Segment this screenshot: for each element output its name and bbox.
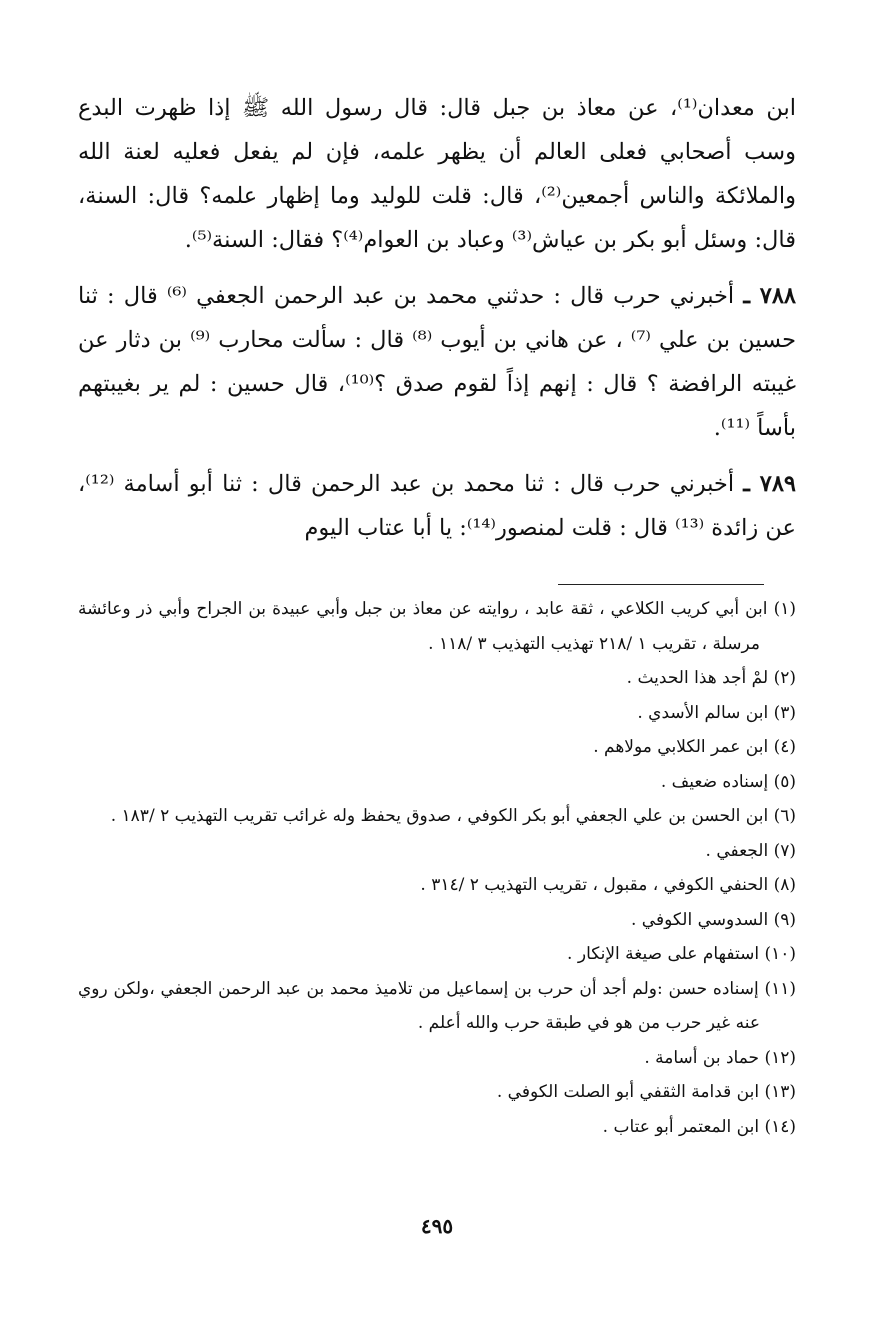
entry-788: [78, 274, 796, 450]
paragraph-continuation: ابن معدان⁽¹⁾، عن معاذ بن جبل قال: قال رسول الله ﷺ إذا ظهرت البدع وسب أصحابي فعلى العالم أن يظهر علمه، فإن لم يفعل فعليه لعنة الله والملائكة والناس أجمعين⁽²⁾، قال: قلت للوليد وما إظهار علمه؟ قال: السنة، قال: وسئل أبو بكر بن عياش⁽³⁾ وعباد بن العوام⁽⁴⁾؟ فقال: السنة⁽⁵⁾.: [78, 95, 797, 253]
footnote: (٥) إسناده ضعيف .: [660, 771, 796, 792]
footnote: (١٤) ابن المعتمر أبو عتاب .: [602, 1116, 796, 1137]
main-text: [78, 86, 796, 550]
page-number: ٤٩٥: [420, 1214, 454, 1238]
entry-text: أخبرني حرب قال : ثنا محمد بن عبد الرحمن قال : ثنا أبو أسامة ⁽¹²⁾، عن زائدة ⁽¹³⁾ قال : قلت لمنصور⁽¹⁴⁾: يا أبا عتاب اليوم: [78, 471, 796, 541]
footnote: (١٣) ابن قدامة الثقفي أبو الصلت الكوفي .: [496, 1082, 796, 1102]
entry-number: ٧٨٩ ـ: [743, 471, 796, 497]
footnote: (١١) إسناده حسن :ولم أجد أن حرب بن إسماعيل من تلاميذ محمد بن عبد الرحمن الجعفي ،ولكن روي عنه غير حرب من هو في طبقة حرب والله أعلم .: [78, 978, 796, 1033]
footnote: (٤) ابن عمر الكلابي مولاهم .: [593, 737, 796, 757]
footnote: (١٢) حماد بن أسامة .: [644, 1047, 796, 1068]
footnotes: [78, 592, 796, 1144]
footnote: (١٠) استفهام على صيغة الإنكار .: [567, 944, 796, 964]
footnote: (٢) لمْ أجد هذا الحديث .: [626, 668, 796, 688]
footnote: (٩) السدوسي الكوفي .: [630, 909, 796, 930]
entry-number: ٧٨٨ ـ: [743, 283, 796, 309]
footnote: (٧) الجعفي .: [705, 840, 796, 861]
entry-text: أخبرني حرب قال : حدثني محمد بن عبد الرحمن الجعفي ⁽⁶⁾ قال : ثنا حسين بن علي ⁽⁷⁾ ، عن هاني بن أيوب ⁽⁸⁾ قال : سألت محارب ⁽⁹⁾ بن دثار عن غيبته الرافضة ؟ قال : إنهم إذاً لقوم صدق ؟⁽¹⁰⁾، قال حسين : لم ير بغيبتهم بأساً ⁽¹¹⁾.: [78, 283, 796, 441]
footnote: (٦) ابن الحسن بن علي الجعفي أبو بكر الكوفي ، صدوق يحفظ وله غرائب تقريب التهذيب ٢ /١٨٣ .: [110, 806, 796, 826]
footnote: (٨) الحنفي الكوفي ، مقبول ، تقريب التهذيب ٢ /٣١٤ .: [420, 875, 796, 895]
footnote: (١) ابن أبي كريب الكلاعي ، ثقة عابد ، روايته عن معاذ بن جبل وأبي عبيدة بن الجراح وأبي ذر وعائشة مرسلة ، تقريب ١ /٢١٨ تهذيب التهذيب ٣ /١١٨ .: [78, 599, 796, 654]
footnote: (٣) ابن سالم الأسدي .: [637, 702, 796, 723]
footnote-divider: [558, 584, 764, 585]
entry-789: [78, 462, 796, 550]
